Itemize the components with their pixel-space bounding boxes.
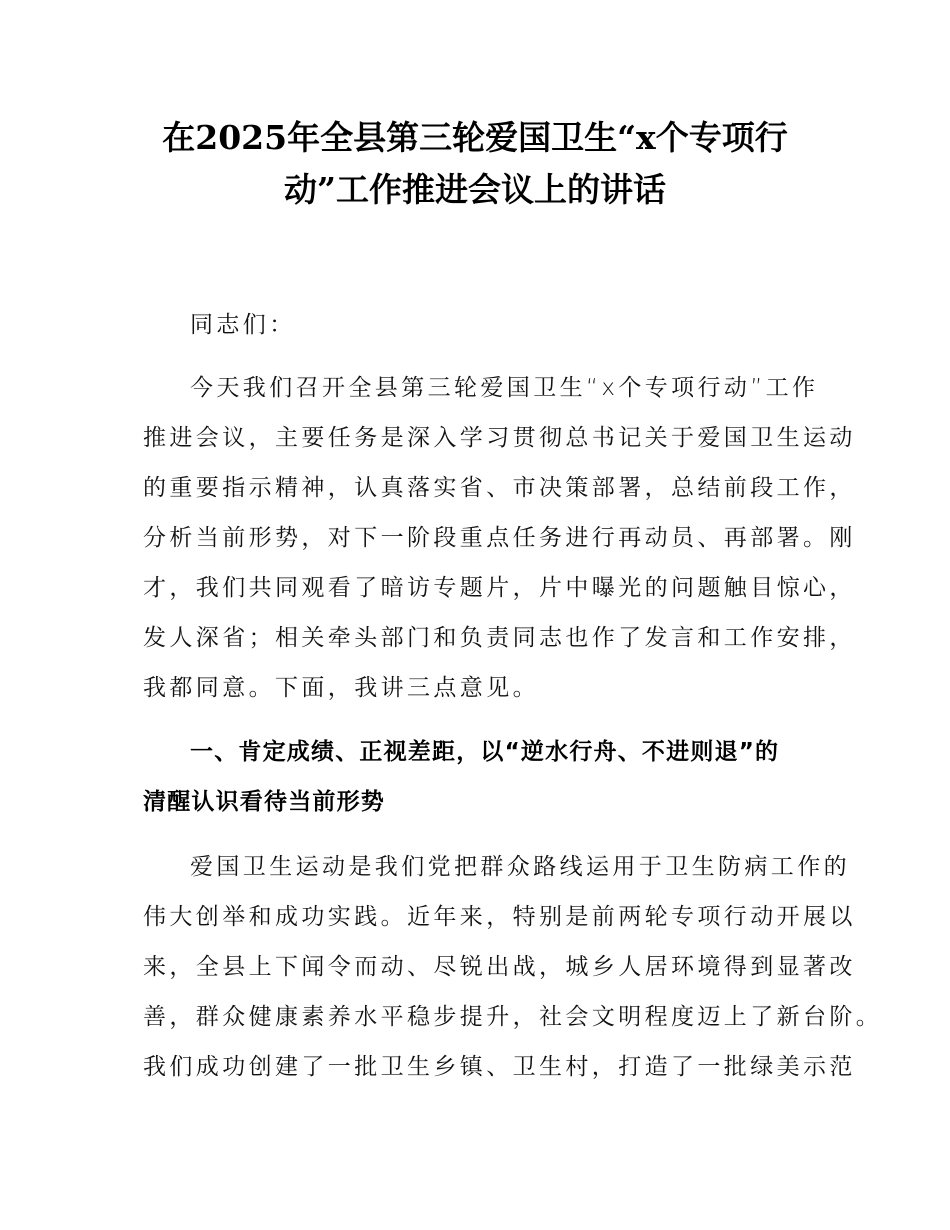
paragraph-line: 发人深省；相关牵头部门和负责同志也作了发言和工作安排， [143,625,856,651]
title-line-2: 动”工作推进会议上的讲话 [284,170,666,209]
paragraph-line: 分析当前形势，对下一阶段重点任务进行再动员、再部署。刚 [143,525,856,551]
salutation: 同志们： [190,312,296,338]
heading-line: 清醒认识看待当前形势 [143,789,385,815]
title-line-1: 在2025年全县第三轮爱国卫生“x个专项行 [162,118,788,157]
document-title [100,112,850,216]
paragraph-line: 伟大创举和成功实践。近年来，特别是前两轮专项行动开展以 [143,904,856,930]
heading-line: 一、肯定成绩、正视差距，以“逆水行舟、不进则退”的 [190,739,780,765]
paragraph-line: 我都同意。下面，我讲三点意见。 [143,675,539,701]
paragraph-line: 的重要指示精神，认真落实省、市决策部署，总结前段工作， [143,475,856,501]
paragraph-line: 才，我们共同观看了暗访专题片，片中曝光的问题触目惊心， [143,575,856,601]
paragraph-line: 我们成功创建了一批卫生乡镇、卫生村，打造了一批绿美示范 [143,1054,856,1080]
paragraph-line: 推进会议，主要任务是深入学习贯彻总书记关于爱国卫生运动 [143,425,856,451]
paragraph-line: 今天我们召开全县第三轮爱国卫生“x个专项行动”工作 [190,375,819,401]
paragraph-line: 爱国卫生运动是我们党把群众路线运用于卫生防病工作的 [190,854,850,880]
paragraph-line: 来，全县上下闻令而动、尽锐出战，城乡人居环境得到显著改 [143,954,856,980]
paragraph-line: 善，群众健康素养水平稳步提升，社会文明程度迈上了新台阶。 [143,1004,883,1030]
